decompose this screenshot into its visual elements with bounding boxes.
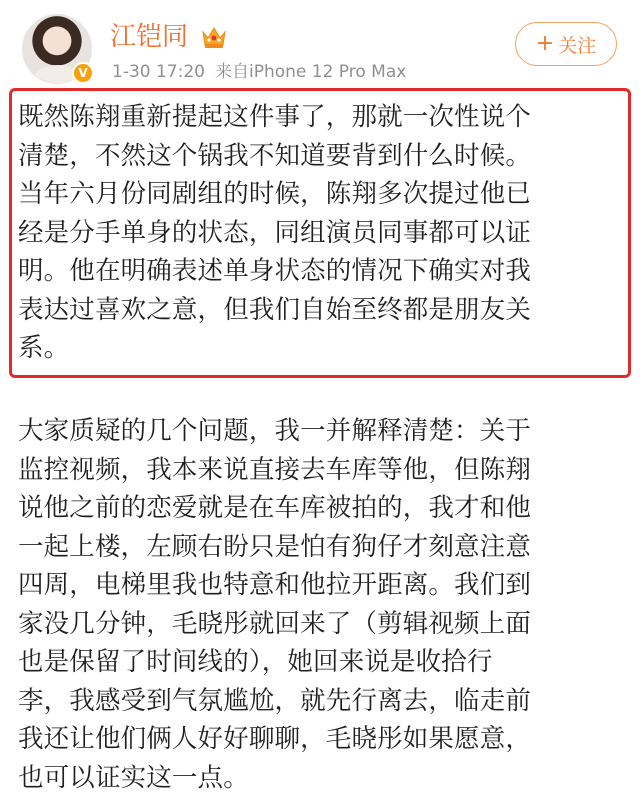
follow-button[interactable] [515, 22, 617, 66]
post-meta [112, 60, 406, 84]
verified-badge-icon [72, 62, 94, 84]
crown-icon [200, 24, 228, 50]
post-header [0, 0, 640, 92]
post-time: 1-30 17:20 [112, 62, 205, 82]
post-paragraph-1: 既然陈翔重新提起这件事了，那就一次性说个 清楚，不然这个锅我不知道要背到什么时候。 当年六月份同剧组的时候，陈翔多次提过他已 经是分手单身的状态，同组演员同事都可以证 明。他在明确表述单身状态的情况下确实对我 表达过喜欢之意，但我们自始至终都是朋友关 系。 [18, 102, 532, 363]
plus-icon: + [535, 31, 555, 56]
post-source[interactable]: 来自iPhone 12 Pro Max [214, 62, 407, 82]
verified-check-glyph: V [78, 66, 88, 80]
post-paragraph-2: 大家质疑的几个问题，我一并解释清楚：关于 监控视频，我本来说直接去车库等他，但陈翔 说他之前的恋爱就是在车库被拍的，我才和他 一起上楼，左顾右盼只是怕有狗仔才刻意注意 四周，电梯里我也特意和他拉开距离。我们到 家没几分钟，毛晓彤就回来了（剪辑视频上面 也是保留了时间线的），她回来说是收拾行 李，我感受到气氛尴尬，就先行离去，临走前 我还让他们俩人好好聊聊，毛晓彤如果愿意， 也可以证实这一点。 [18, 416, 532, 793]
author-name[interactable]: 江铠同 [110, 22, 189, 52]
follow-label: 关注 [558, 34, 597, 57]
